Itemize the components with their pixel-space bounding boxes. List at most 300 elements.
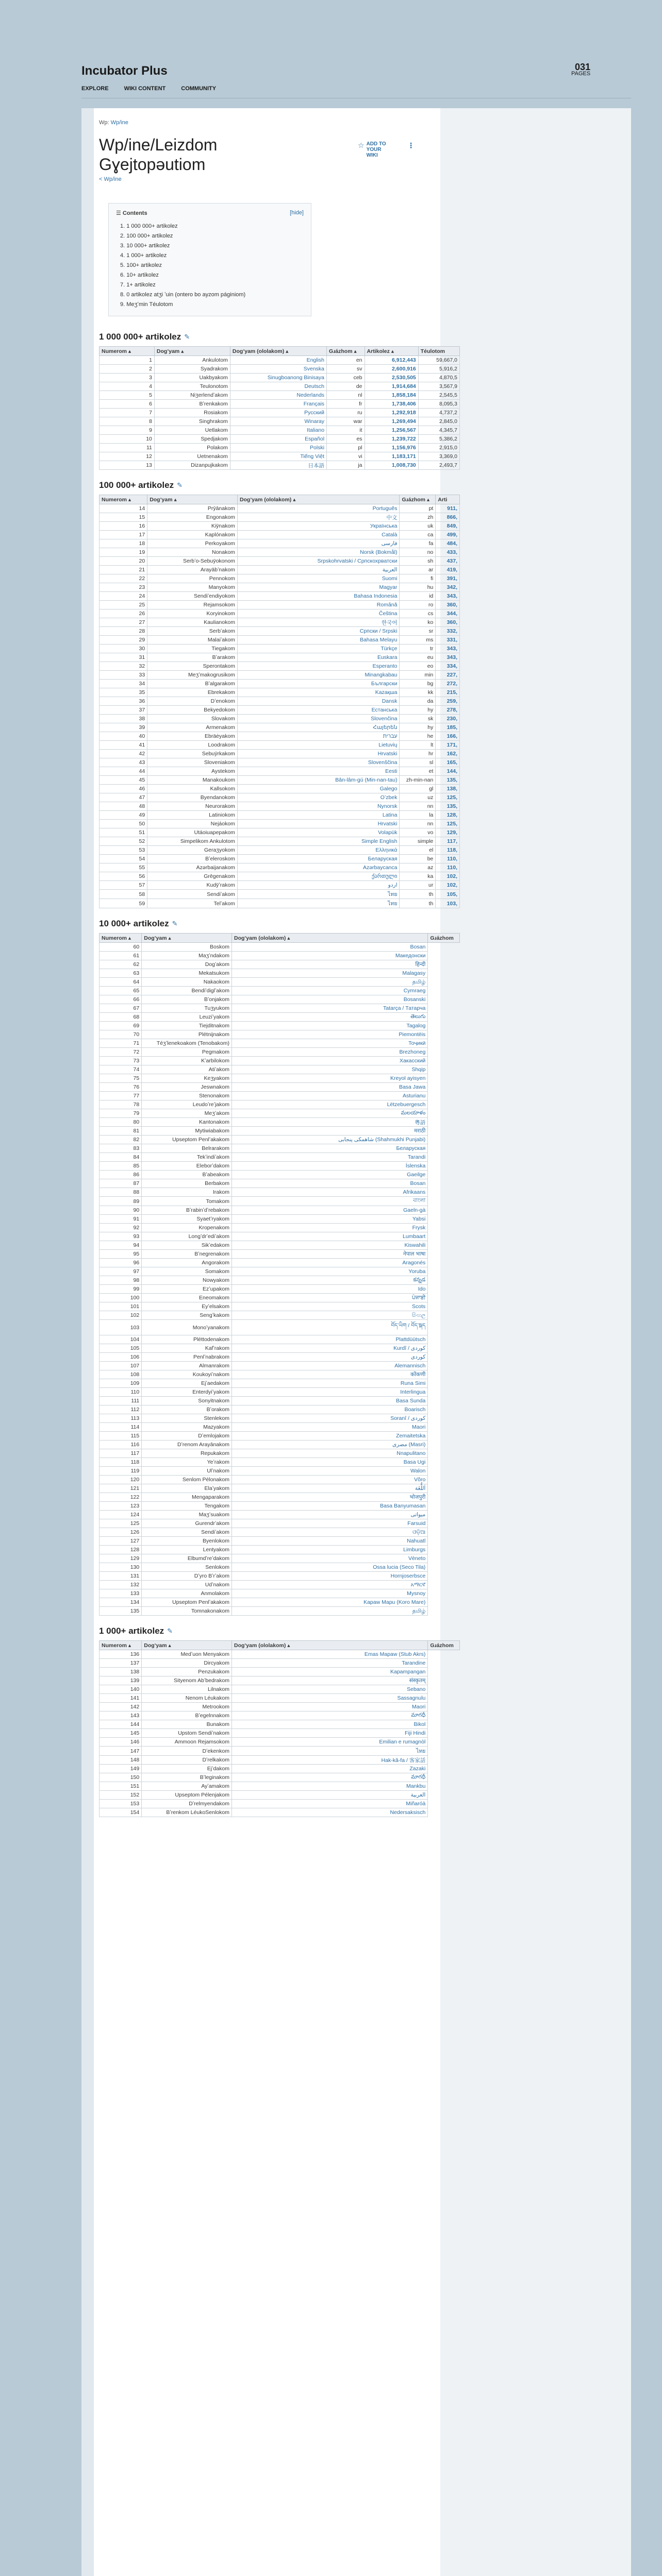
table-cell[interactable]: 110, [436, 863, 460, 872]
column-header[interactable]: Arti [436, 495, 460, 504]
table-row [100, 627, 460, 636]
table-cell[interactable]: 138, [436, 785, 460, 793]
table-cell[interactable]: Естанська [237, 706, 400, 715]
table-cell[interactable]: Kreyol ayisyen [231, 1074, 427, 1083]
table-cell[interactable]: 419, [436, 566, 460, 574]
table-cell[interactable]: Simple English [237, 837, 400, 846]
table-cell[interactable]: Čeština [237, 609, 400, 618]
table-cell: 95 [100, 1250, 142, 1259]
table-cell[interactable]: ქართული [237, 872, 400, 881]
table-cell[interactable]: Latina [237, 811, 400, 820]
table-cell[interactable]: Magyar [237, 583, 400, 592]
table-cell[interactable]: Bosan [231, 943, 427, 952]
table-cell[interactable]: ไทย [231, 1747, 427, 1756]
table-cell[interactable]: Bosan [231, 1179, 427, 1188]
column-header[interactable]: Dogʼyam ▴ [142, 1641, 232, 1650]
table-cell[interactable]: Kapampangan [231, 1668, 427, 1676]
table-cell[interactable]: Беларуская [231, 1144, 427, 1153]
table-cell[interactable]: नेपाल भाषा [231, 1250, 427, 1259]
table-cell[interactable]: Srpskohrvatski / Српскохрватски [237, 557, 400, 566]
table-cell[interactable]: 165, [436, 758, 460, 767]
table-cell: 118 [100, 1458, 142, 1467]
table-cell[interactable]: 粵語 [231, 1118, 427, 1127]
table-cell[interactable]: 日本語 [230, 461, 326, 470]
table-cell[interactable]: Bahasa Indonesia [237, 592, 400, 601]
table-cell[interactable]: 360, [436, 618, 460, 627]
table-cell[interactable]: Soranî / کوردی [231, 1414, 427, 1423]
table-cell: 45 [100, 776, 147, 785]
table-cell[interactable]: Slovenčina [237, 715, 400, 723]
table-cell[interactable]: 102, [436, 872, 460, 881]
table-cell[interactable]: Lietuvių [237, 741, 400, 750]
table-cell[interactable]: Sinugboanong Binisaya [230, 374, 326, 382]
table-cell[interactable]: Hrvatski [237, 750, 400, 758]
table-cell[interactable]: 2,600,916 [365, 365, 418, 374]
table-cell[interactable]: 343, [436, 645, 460, 653]
table-cell: 2,545,5 [418, 391, 459, 400]
table-cell: el [400, 846, 436, 855]
table-cell[interactable]: 135, [436, 802, 460, 811]
table-cell[interactable]: 103, [436, 899, 460, 908]
table-cell[interactable]: Español [230, 435, 326, 444]
table-cell[interactable]: مصرى (Masri) [231, 1440, 427, 1449]
table-cell[interactable]: বাংলা [231, 1197, 427, 1206]
table-cell[interactable]: Српски / Srpski [237, 627, 400, 636]
table-cell[interactable]: Hornjoserbsce [231, 1572, 427, 1581]
table-row [100, 548, 460, 557]
column-header[interactable]: Numerom ▴ [100, 934, 142, 943]
table-cell[interactable]: కన్నడ [231, 1276, 427, 1285]
table-cell[interactable]: 1,269,494 [365, 417, 418, 426]
table-cell[interactable]: Русский [230, 409, 326, 417]
table-cell[interactable]: 391, [436, 574, 460, 583]
edit-icon[interactable]: ✎ [172, 920, 178, 927]
table-cell[interactable]: 1,156,976 [365, 444, 418, 452]
edit-icon[interactable]: ✎ [184, 333, 190, 341]
table-cell[interactable]: Gaeln-gà [231, 1206, 427, 1215]
table-cell[interactable]: བོད་ཡིག / བོད་སྐད [231, 1320, 427, 1335]
table-cell: Bekyedokom [147, 706, 238, 715]
table-row [100, 1747, 460, 1756]
table-row [100, 1353, 460, 1362]
table-cell[interactable]: Polski [230, 444, 326, 452]
table-cell[interactable]: සිංහල [231, 1311, 427, 1320]
table-cell[interactable]: Emilian e rumagnòl [231, 1738, 427, 1747]
breadcrumb-link[interactable]: Wp/ine [110, 120, 128, 126]
table-cell[interactable]: 1,256,567 [365, 426, 418, 435]
table-cell[interactable]: మలయాళం [231, 1109, 427, 1118]
table-cell[interactable]: Ossa lucia (Seco Tila) [231, 1563, 427, 1572]
table-cell[interactable]: Íslenska [231, 1162, 427, 1171]
table-cell[interactable]: Winaray [230, 417, 326, 426]
table-row [100, 1335, 460, 1344]
column-header[interactable]: Dogʼyam ▴ [147, 495, 238, 504]
table-cell[interactable]: Беларуская [237, 855, 400, 863]
table-cell: 94 [100, 1241, 142, 1250]
table-cell[interactable]: Kurdî / كوردی [231, 1344, 427, 1353]
edit-icon[interactable]: ✎ [177, 481, 183, 489]
column-header[interactable]: Numerom ▴ [100, 347, 155, 356]
table-cell[interactable]: Interlingua [231, 1388, 427, 1397]
table-cell[interactable]: فارسی [237, 539, 400, 548]
kebab-icon[interactable]: ⋮ [407, 141, 415, 149]
table-cell[interactable]: Български [237, 680, 400, 688]
table-cell[interactable]: Türkçe [237, 645, 400, 653]
toc-item[interactable]: 6. 10+ artikolez [120, 272, 159, 278]
table-cell[interactable]: 332, [436, 627, 460, 636]
table-cell[interactable]: Eesti [237, 767, 400, 776]
table-cell: Lentyakom [142, 1546, 232, 1554]
table-cell[interactable]: Bosanski [231, 995, 427, 1004]
table-cell[interactable]: संस्कृतम् [231, 1676, 427, 1685]
table-cell[interactable]: 135, [436, 776, 460, 785]
table-row [100, 504, 460, 513]
table-cell: sh [400, 557, 436, 566]
table-cell[interactable]: Zemaitetska [231, 1432, 427, 1440]
table-cell[interactable]: 166, [436, 732, 460, 741]
table-cell[interactable]: ไทย [237, 899, 400, 908]
table-cell[interactable]: Afrikaans [231, 1188, 427, 1197]
table-cell[interactable]: 342, [436, 583, 460, 592]
toc-item[interactable]: 8. 0 artikolez atʒi ʼuin (ontero bo ayzom páginiom) [120, 292, 246, 298]
table-cell[interactable]: Nynorsk [237, 802, 400, 811]
table-cell: 30 [100, 645, 147, 653]
table-cell: it [327, 426, 365, 435]
table-cell[interactable]: Тоҷикӣ [231, 1039, 427, 1048]
table-cell[interactable]: 215, [436, 688, 460, 697]
table-cell[interactable]: Français [230, 400, 326, 409]
table-cell[interactable]: 125, [436, 793, 460, 802]
table-cell[interactable]: Scots [231, 1302, 427, 1311]
column-header[interactable]: Téulotom [418, 347, 459, 356]
table-cell[interactable]: 849, [436, 522, 460, 531]
table-cell: 72 [100, 1048, 142, 1057]
table-cell[interactable]: Malagasy [231, 969, 427, 978]
table-cell: 129 [100, 1554, 142, 1563]
article-content [94, 108, 457, 2576]
table-cell[interactable]: Cymraeg [231, 987, 427, 995]
table-cell[interactable]: میواتی [231, 1511, 427, 1519]
column-header[interactable]: Gɹázhom [428, 1641, 460, 1650]
table-cell[interactable]: Basa Sunda [231, 1397, 427, 1405]
column-header[interactable]: Gɹázhom ▴ [400, 495, 436, 504]
table-cell[interactable]: Português [237, 504, 400, 513]
table-cell[interactable]: 911, [436, 504, 460, 513]
table-cell[interactable]: 128, [436, 811, 460, 820]
table-cell[interactable]: ਪੰਜਾਬੀ [231, 1294, 427, 1302]
table-cell[interactable]: Euskara [237, 653, 400, 662]
table-cell[interactable]: 1,239,722 [365, 435, 418, 444]
table-row [100, 1650, 460, 1659]
table-cell[interactable]: Kapaw Mapu (Koro Mare) [231, 1598, 427, 1607]
table-cell[interactable]: 433, [436, 548, 460, 557]
column-header[interactable]: Gɹázhom ▴ [327, 347, 365, 356]
table-cell[interactable]: አማርኛ [231, 1581, 427, 1589]
table-cell[interactable]: Minangkabau [237, 671, 400, 680]
toc-item[interactable]: 3. 10 000+ artikolez [120, 243, 170, 249]
table-cell[interactable]: Võro [231, 1476, 427, 1484]
table-cell[interactable]: 102, [436, 881, 460, 890]
table-cell[interactable]: 278, [436, 706, 460, 715]
table-cell[interactable]: मराठी [231, 1127, 427, 1136]
table-cell[interactable]: اَللُّغَة [231, 1484, 427, 1493]
table-cell[interactable]: Mankbu [231, 1782, 427, 1791]
table-cell[interactable]: العربية [237, 566, 400, 574]
table-cell[interactable]: كوردی [231, 1353, 427, 1362]
table-cell[interactable]: Tarandine [231, 1659, 427, 1668]
table-row [100, 539, 460, 548]
table-cell[interactable]: Nahuatl [231, 1537, 427, 1546]
table-cell[interactable]: Sassagnulu [231, 1694, 427, 1703]
table-cell[interactable]: Dansk [237, 697, 400, 706]
nav-community[interactable]: COMMUNITY [181, 86, 217, 92]
table-cell[interactable]: Хакасский [231, 1057, 427, 1065]
table-cell[interactable]: 230, [436, 715, 460, 723]
toc-item[interactable]: 4. 1 000+ artikolez [120, 252, 167, 259]
table-cell[interactable]: 343, [436, 592, 460, 601]
table-row [100, 1074, 460, 1083]
table-cell[interactable]: Nedersaksisch [231, 1808, 427, 1817]
table-cell[interactable]: Sebano [231, 1685, 427, 1694]
table-cell[interactable]: Frysk [231, 1224, 427, 1232]
table-cell[interactable]: 110, [436, 855, 460, 863]
table-cell: 123 [100, 1502, 142, 1511]
table-cell[interactable]: עברית [237, 732, 400, 741]
table-cell[interactable]: Suomi [237, 574, 400, 583]
table-cell[interactable]: Farsuid [231, 1519, 427, 1528]
table-cell[interactable]: कोंकणी [231, 1370, 427, 1379]
table-cell[interactable]: Brezhoneg [231, 1048, 427, 1057]
table-cell[interactable]: Slovenščina [237, 758, 400, 767]
table-cell: Almanrakom [142, 1362, 232, 1370]
table-cell[interactable]: 334, [436, 662, 460, 671]
table-cell[interactable]: 117, [436, 837, 460, 846]
table-cell[interactable]: Asturianu [231, 1092, 427, 1100]
table-row [100, 409, 460, 417]
bookmark-icon: ☆ [358, 141, 365, 149]
table-cell[interactable]: Aragonés [231, 1259, 427, 1267]
table-cell[interactable]: 129, [436, 828, 460, 837]
table-cell[interactable]: 1,008,730 [365, 461, 418, 470]
table-cell[interactable]: 185, [436, 723, 460, 732]
table-cell: Rosiakom [154, 409, 230, 417]
table-cell[interactable]: Boarisch [231, 1405, 427, 1414]
table-cell[interactable]: Gaeilge [231, 1171, 427, 1179]
table-cell[interactable]: Volapük [237, 828, 400, 837]
table-cell[interactable]: Ido [231, 1285, 427, 1294]
table-cell[interactable]: 171, [436, 741, 460, 750]
table-cell[interactable]: Runa Simi [231, 1379, 427, 1388]
table-cell[interactable]: 中文 [237, 513, 400, 522]
table-cell[interactable]: Galego [237, 785, 400, 793]
table-cell[interactable]: Tarandi [231, 1153, 427, 1162]
table-cell[interactable]: شاهمکی پنجابی (Shahmukhi Punjabi) [231, 1136, 427, 1144]
table-cell[interactable]: Fiji Hindi [231, 1729, 427, 1738]
table-cell[interactable]: Nederlands [230, 391, 326, 400]
table-cell: 47 [100, 793, 147, 802]
table-row [100, 1171, 460, 1179]
table-cell[interactable]: தமிழ் [231, 978, 427, 987]
table-cell[interactable]: 1,738,406 [365, 400, 418, 409]
table-cell[interactable]: العربية [231, 1791, 427, 1800]
column-header[interactable]: Numerom ▴ [100, 495, 147, 504]
table-cell: Bʼarakom [147, 653, 238, 662]
column-header[interactable]: Numerom ▴ [100, 1641, 142, 1650]
table-cell[interactable]: 162, [436, 750, 460, 758]
table-cell[interactable]: Català [237, 531, 400, 539]
table-cell: Eyʼelsakom [142, 1302, 232, 1311]
table-cell[interactable]: اردو [237, 881, 400, 890]
table-cell[interactable]: Kazақша [237, 688, 400, 697]
table-cell[interactable]: 144, [436, 767, 460, 776]
table-cell: 135 [100, 1607, 142, 1616]
table-cell[interactable]: మాగధీ [231, 1773, 427, 1782]
table-cell[interactable]: ଓଡ଼ିଆ [231, 1528, 427, 1537]
table-cell[interactable]: Yoruba [231, 1267, 427, 1276]
table-cell[interactable]: Tagalog [231, 1022, 427, 1030]
table-cell: 20 [100, 557, 147, 566]
column-header[interactable]: Dogʼyam ▴ [154, 347, 230, 356]
table-cell[interactable]: Bahasa Melayu [237, 636, 400, 645]
toc-item[interactable]: 2. 100 000+ artikolez [120, 233, 173, 239]
table-cell[interactable]: 6,912,443 [365, 356, 418, 365]
table-cell[interactable]: Miñaróà [231, 1800, 427, 1808]
table-cell[interactable]: 331, [436, 636, 460, 645]
table-cell[interactable]: 343, [436, 653, 460, 662]
table-cell[interactable]: Vèneto [231, 1554, 427, 1563]
table-cell[interactable]: Basa Ugi [231, 1458, 427, 1467]
table-cell[interactable]: 1,858,184 [365, 391, 418, 400]
column-header[interactable]: Gɹázhom [428, 934, 460, 943]
column-header[interactable]: Artikolez ▴ [365, 347, 418, 356]
table-cell[interactable]: Ελληνικά [237, 846, 400, 855]
table-cell[interactable]: Basa Banyumasan [231, 1502, 427, 1511]
table-cell[interactable]: Tatarça / Татарча [231, 1004, 427, 1013]
toc-item[interactable]: 7. 1+ artikolez [120, 282, 156, 288]
table-cell[interactable]: Bikol [231, 1720, 427, 1729]
table-cell[interactable]: Italiano [230, 426, 326, 435]
column-header[interactable]: Dogʼyam (ololakom) ▴ [231, 1641, 427, 1650]
table-cell[interactable]: 499, [436, 531, 460, 539]
edit-icon[interactable]: ✎ [167, 1627, 173, 1635]
table-cell[interactable]: Emas Mapaw (Stub Akrs) [231, 1650, 427, 1659]
table-row [100, 1440, 460, 1449]
column-header[interactable]: Dogʼyam (ololakom) ▴ [237, 495, 400, 504]
table-row [100, 863, 460, 872]
table-cell: Keʒyakom [142, 1074, 232, 1083]
table-cell[interactable]: 1,292,918 [365, 409, 418, 417]
toc-item[interactable]: 9. Meʒʼmin Téulotom [120, 301, 173, 308]
table-cell[interactable]: Українська [237, 522, 400, 531]
table-cell: Pléttodenakom [142, 1335, 232, 1344]
table-cell[interactable]: 272, [436, 680, 460, 688]
table-cell: Somakom [142, 1267, 232, 1276]
table-cell[interactable]: 1,183,171 [365, 452, 418, 461]
table-cell[interactable]: Mysnoy [231, 1589, 427, 1598]
table-cell: Metrookom [142, 1703, 232, 1711]
table-cell[interactable]: Nnapulitano [231, 1449, 427, 1458]
wiki-title[interactable]: Incubator Plus [81, 64, 168, 78]
table-row [100, 688, 460, 697]
column-header[interactable]: Dogʼyam ▴ [142, 934, 232, 943]
table-cell[interactable]: Norsk (Bokmål) [237, 548, 400, 557]
add-to-wiki-button[interactable] [358, 141, 394, 158]
parent-page-link[interactable]: < Wp/ine [99, 176, 122, 182]
table-cell[interactable]: Alemannisch [231, 1362, 427, 1370]
table-cell[interactable]: भोजपुरी [231, 1493, 427, 1502]
table-cell[interactable]: 2,530,505 [365, 374, 418, 382]
table-cell[interactable]: Deutsch [230, 382, 326, 391]
toc-item[interactable]: 5. 100+ artikolez [120, 262, 162, 268]
table-cell[interactable]: Azərbaycanca [237, 863, 400, 872]
table-row [100, 531, 460, 539]
toc-hide-toggle[interactable]: [hide] [290, 210, 304, 216]
table-cell[interactable]: 105, [436, 890, 460, 899]
table-cell[interactable]: 360, [436, 601, 460, 609]
table-cell: Pegmakom [142, 1048, 232, 1057]
nav-explore[interactable]: EXPLORE [81, 86, 109, 92]
table-cell[interactable]: Tiếng Việt [230, 452, 326, 461]
table-cell[interactable]: 259, [436, 697, 460, 706]
nav-wiki-content[interactable]: WIKI CONTENT [124, 86, 166, 92]
table-cell[interactable]: Yabsi [231, 1215, 427, 1224]
table-cell[interactable]: మాగధీ [231, 1711, 427, 1720]
table-cell[interactable]: Svenska [230, 365, 326, 374]
table-cell[interactable]: 866, [436, 513, 460, 522]
table-cell[interactable]: Maori [231, 1703, 427, 1711]
table-cell[interactable]: Hak-kâ-fa / 客家話 [231, 1756, 427, 1765]
table-cell[interactable]: Македонски [231, 952, 427, 960]
table-cell[interactable]: Oʼzbek [237, 793, 400, 802]
table-cell[interactable]: 1,914,684 [365, 382, 418, 391]
table-cell[interactable]: Hrvatski [237, 820, 400, 828]
table-cell[interactable]: Lëtzebuergesch [231, 1100, 427, 1109]
table-cell[interactable]: 한국어 [237, 618, 400, 627]
table-cell[interactable]: Walon [231, 1467, 427, 1476]
table-cell[interactable]: Limburgs [231, 1546, 427, 1554]
table-cell[interactable]: Lumbaart [231, 1232, 427, 1241]
table-cell[interactable]: Kiswahili [231, 1241, 427, 1250]
table-cell[interactable]: 118, [436, 846, 460, 855]
table-cell[interactable]: తెలుగు [231, 1013, 427, 1022]
table-cell[interactable]: 437, [436, 557, 460, 566]
column-header[interactable]: Dogʼyam (ololakom) ▴ [231, 934, 427, 943]
table-cell[interactable]: Piemontèis [231, 1030, 427, 1039]
table-cell[interactable]: हिन्दी [231, 960, 427, 969]
table-cell[interactable]: Plattdüütsch [231, 1335, 427, 1344]
table-cell[interactable]: Bân-lâm-gú (Min-nan-tau) [237, 776, 400, 785]
table-cell[interactable]: 125, [436, 820, 460, 828]
table-cell[interactable]: English [230, 356, 326, 365]
column-header[interactable]: Dogʼyam (ololakom) ▴ [230, 347, 326, 356]
table-cell[interactable]: 227, [436, 671, 460, 680]
table-cell[interactable]: ไทย [237, 890, 400, 899]
table-cell[interactable]: Zazaki [231, 1765, 427, 1773]
table-cell[interactable]: Română [237, 601, 400, 609]
table-cell[interactable]: Shqip [231, 1065, 427, 1074]
table-row [100, 1502, 460, 1511]
table-cell: Penzukakom [142, 1668, 232, 1676]
table-cell[interactable]: 344, [436, 609, 460, 618]
toc-item[interactable]: 1. 1 000 000+ artikolez [120, 223, 178, 229]
table-cell[interactable]: Esperanto [237, 662, 400, 671]
table-cell[interactable]: Հայերեն [237, 723, 400, 732]
table-cell[interactable]: 484, [436, 539, 460, 548]
table-cell[interactable]: Maori [231, 1423, 427, 1432]
table-cell: 67 [100, 1004, 142, 1013]
table-cell[interactable]: தமிழ் [231, 1607, 427, 1616]
table-cell[interactable]: Basa Jawa [231, 1083, 427, 1092]
